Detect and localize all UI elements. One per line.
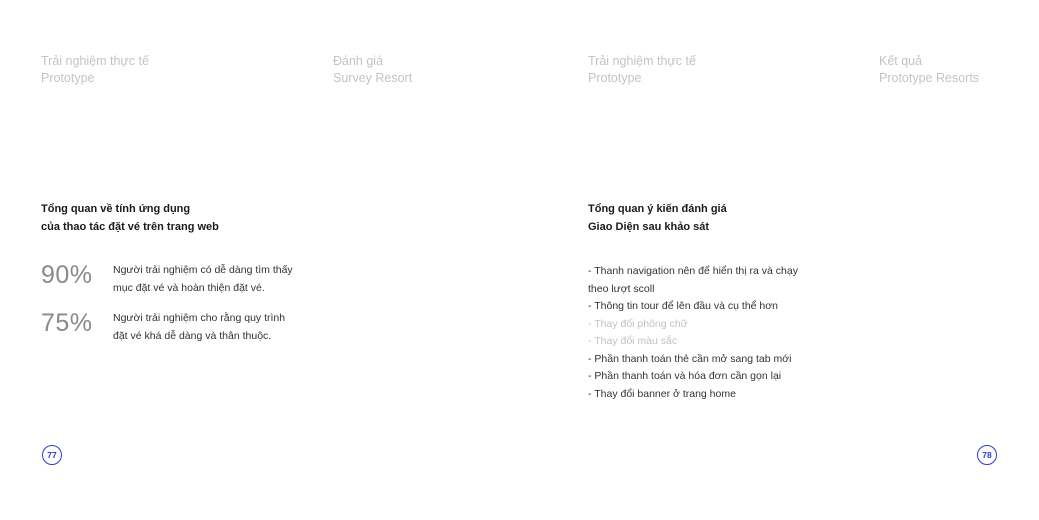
left-section-title: [41, 201, 219, 236]
stat-item: [41, 262, 293, 297]
feedback-list: [588, 263, 798, 403]
feedback-item: - Phần thanh toán thẻ cần mở sang tab mới: [588, 352, 792, 365]
left-title-line: của thao tác đặt vé trên trang web: [41, 220, 219, 233]
stat-description-line: Người trải nghiệm cho rằng quy trình: [113, 312, 286, 324]
feedback-item: - Thay đổi phông chữ: [588, 317, 688, 330]
page-number-right: 78: [977, 445, 997, 465]
feedback-item: - Thay đổi banner ở trang home: [588, 387, 736, 400]
stat-percent: 90%: [41, 261, 93, 289]
header-sublabel: Prototype Resorts: [879, 71, 980, 85]
feedback-item: - Thay đổi màu sắc: [588, 335, 678, 347]
feedback-item: - Thông tin tour để lên đầu và cụ thể hơn: [588, 300, 778, 312]
feedback-item: theo lượt scoll: [588, 282, 655, 295]
header-label: Trải nghiệm thực tế: [41, 54, 149, 68]
right-title-line: Giao Diện sau khảo sát: [588, 220, 710, 233]
stat-item: [41, 310, 285, 345]
header-left-section: [41, 53, 149, 87]
page-number-left: 77: [42, 445, 62, 465]
stat-description-line: Người trải nghiệm có dễ dàng tìm thấy: [113, 264, 293, 276]
feedback-item: - Phần thanh toán và hóa đơn cần gọn lại: [588, 370, 782, 382]
stat-description-line: mục đặt vé và hoàn thiện đặt vé.: [113, 281, 265, 294]
header-label: Trải nghiệm thực tế: [588, 54, 696, 68]
header-sublabel: Prototype: [588, 71, 642, 85]
header-sublabel: Survey Resort: [333, 71, 413, 85]
header-results-section: [879, 53, 979, 87]
header-label: Đánh giá: [333, 54, 384, 68]
feedback-item: - Thanh navigation nên để hiển thị ra và chạy: [588, 265, 798, 277]
right-section-title: [588, 201, 727, 236]
left-title-line: Tổng quan về tính ứng dụng: [41, 203, 191, 215]
header-sublabel: Prototype: [41, 71, 95, 85]
stat-description: [113, 262, 293, 297]
header-prototype-section: [588, 53, 696, 87]
stat-description: [113, 310, 285, 345]
stat-description-line: đặt vé khá dễ dàng và thân thuộc.: [113, 329, 272, 342]
header-label: Kết quả: [879, 54, 923, 68]
header-evaluation-section: [333, 53, 412, 87]
stat-percent: 75%: [41, 309, 93, 337]
right-title-line: Tổng quan ý kiến đánh giá: [588, 203, 727, 215]
